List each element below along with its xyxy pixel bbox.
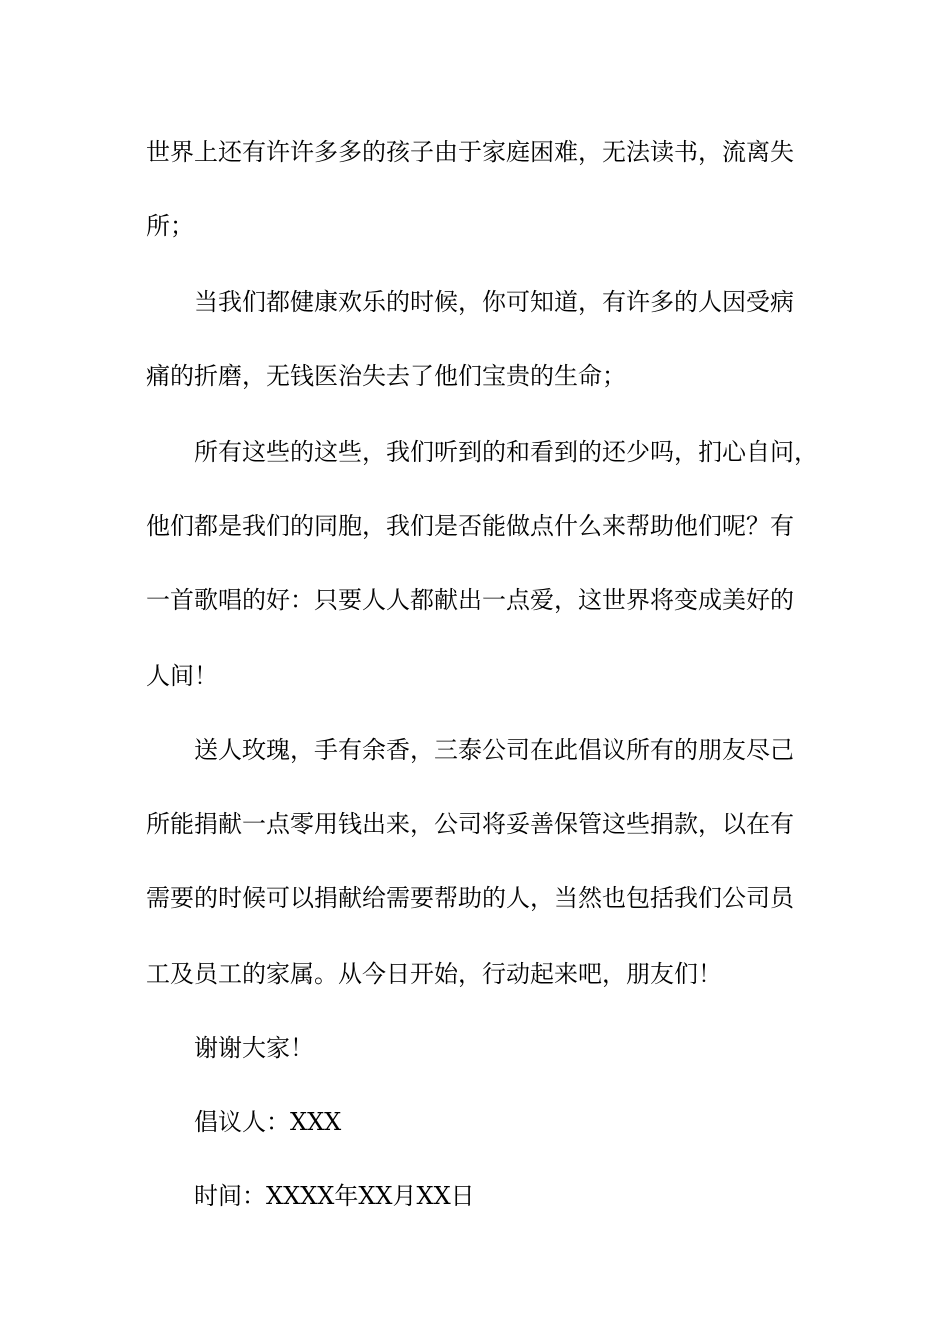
date-line: 时间：XXXX年XX月XX日 [194, 1182, 475, 1210]
paragraph-start-line: 所有这些的这些，我们听到的和看到的还少吗，扪心自问， [194, 438, 818, 466]
text-line: 一首歌唱的好：只要人人都献出一点爱，这世界将变成美好的 [146, 586, 794, 614]
initiator-line: 倡议人：XXX [194, 1108, 342, 1136]
text-line: 他们都是我们的同胞，我们是否能做点什么来帮助他们呢？有 [146, 512, 794, 540]
thanks-line: 谢谢大家！ [194, 1034, 314, 1062]
text-line: 工及员工的家属。从今日开始，行动起来吧，朋友们！ [146, 960, 722, 988]
paragraph-start-line: 送人玫瑰，手有余香，三泰公司在此倡议所有的朋友尽己 [194, 736, 794, 764]
paragraph-start-line: 当我们都健康欢乐的时候，你可知道，有许多的人因受病 [194, 288, 794, 316]
text-line: 人间！ [146, 662, 218, 690]
text-line: 需要的时候可以捐献给需要帮助的人，当然也包括我们公司员 [146, 884, 794, 912]
text-line: 世界上还有许许多多的孩子由于家庭困难，无法读书，流离失 [146, 138, 794, 166]
text-line: 所能捐献一点零用钱出来，公司将妥善保管这些捐款，以在有 [146, 810, 794, 838]
text-line: 痛的折磨，无钱医治失去了他们宝贵的生命； [146, 362, 626, 390]
text-line: 所； [146, 212, 194, 240]
